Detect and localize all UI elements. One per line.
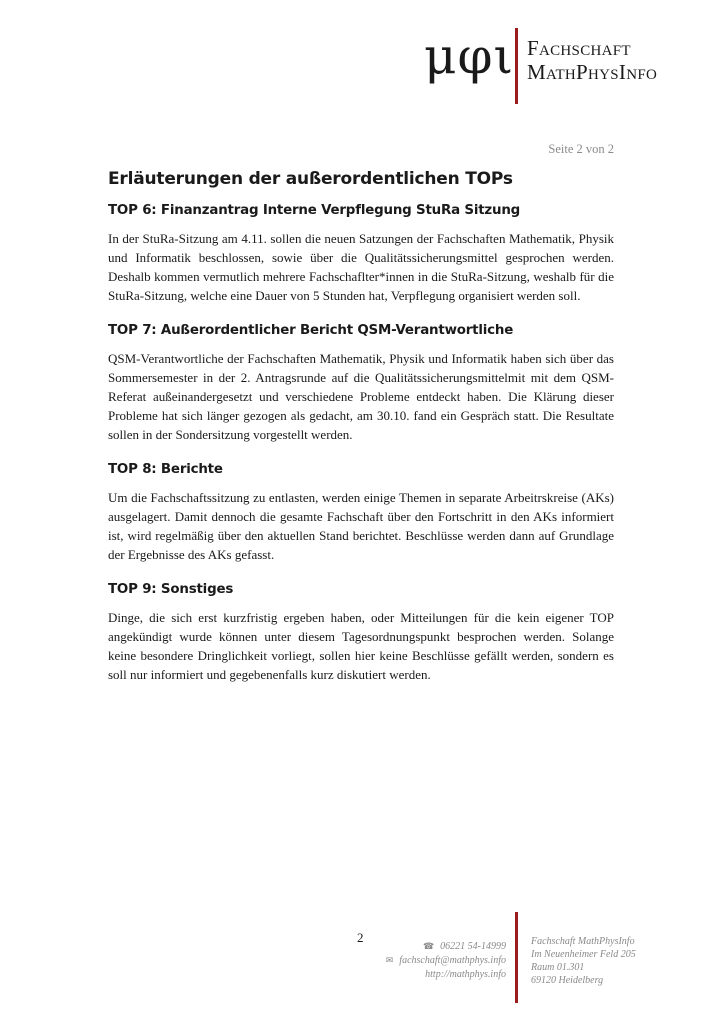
address-line: 69120 Heidelberg	[531, 975, 604, 986]
section-top6	[108, 202, 614, 305]
logo-symbol: μφι	[424, 27, 515, 85]
section-body: Um die Fachschaftssitzung zu entlasten, werden einige Themen in separate Arbeitrskreise (AKs) ausgelagert. Damit dennoch die gesamte Fachschaft über den Fortschritt in den AKs informiert ist, wird regelmäßig über den aktuellen Stand berichtet. Beschlüsse werden dann auf Grundlage der Ergebnisse des AKs gefasst.	[108, 490, 614, 562]
logo-text	[527, 36, 657, 84]
section-heading: TOP 7: Außerordentlicher Bericht QSM-Verantwortliche	[108, 323, 514, 338]
address-line: Im Neuenheimer Feld 205	[531, 949, 636, 960]
address-line: Fachschaft MathPhysInfo	[531, 936, 635, 947]
footer-email[interactable]: fachschaft@mathphys.info	[399, 955, 506, 966]
section-body: QSM-Verantwortliche der Fachschaften Mathematik, Physik und Informatik haben sich über das Sommersemester in der 2. Antragsrunde auf die Qualitätssicherungsmittelmit mit dem QSM-Referat außeinandergesetzt und verschiedene Probleme entdeckt haben. Die Klärung dieser Probleme hat sich länger gezogen als gedacht, am 30.10. fand ein Gespräch statt. Die Resultate sollen in der Sondersitzung vorgestellt werden.	[108, 351, 614, 442]
footer-divider	[515, 912, 518, 1003]
section-top7	[108, 322, 614, 444]
footer-contact	[386, 940, 506, 981]
footer-phone-row	[386, 940, 506, 954]
section-body: Dinge, die sich erst kurzfristig ergeben haben, oder Mitteilungen für die kein eigener TOP angekündigt wurde können unter diesem Tagesordnungspunkt besprochen werden. Solange keine besondere Dringlichkeit vorliegt, sollen hier keine Beschlüsse gefällt werden, sondern es soll nur informiert und gegebenenfalls kurz diskutiert werden.	[108, 610, 614, 682]
footer-page-number: 2	[357, 930, 364, 945]
footer-address	[531, 935, 636, 987]
section-body: In der StuRa-Sitzung am 4.11. sollen die neuen Satzungen der Fachschaften Mathematik, Physik und Informatik beschlossen, sowie über die Qualitätssicherungsmittel gesprochen werden. Deshalb kommen vermutlich mehrere Fachschaflter*innen in die StuRa-Sitzung, weshalb für die StuRa-Sitzung, welche eine Dauer von 5 Stunden hat, Verpflegung organisiert werden soll.	[108, 231, 614, 303]
section-heading: TOP 8: Berichte	[108, 462, 223, 477]
address-line: Raum 01.301	[531, 962, 585, 973]
footer-email-row	[386, 954, 506, 968]
footer-phone: 06221 54-14999	[440, 941, 506, 952]
page-title: Erläuterungen der außerordentlichen TOPs	[108, 169, 513, 189]
telephone-icon: ☎	[422, 942, 435, 952]
envelope-icon: ✉	[385, 956, 394, 966]
section-top8	[108, 461, 614, 564]
footer-website[interactable]: http://mathphys.info	[425, 969, 506, 980]
document-body	[108, 168, 614, 701]
section-top9	[108, 581, 614, 684]
page-indicator: Seite 2 von 2	[548, 142, 614, 156]
section-heading: TOP 9: Sonstiges	[108, 582, 234, 597]
logo-line2: MathPhysInfo	[527, 60, 658, 84]
logo-line1: Fachschaft	[527, 36, 631, 60]
section-heading: TOP 6: Finanzantrag Interne Verpflegung StuRa Sitzung	[108, 203, 521, 218]
logo-divider	[515, 28, 518, 104]
